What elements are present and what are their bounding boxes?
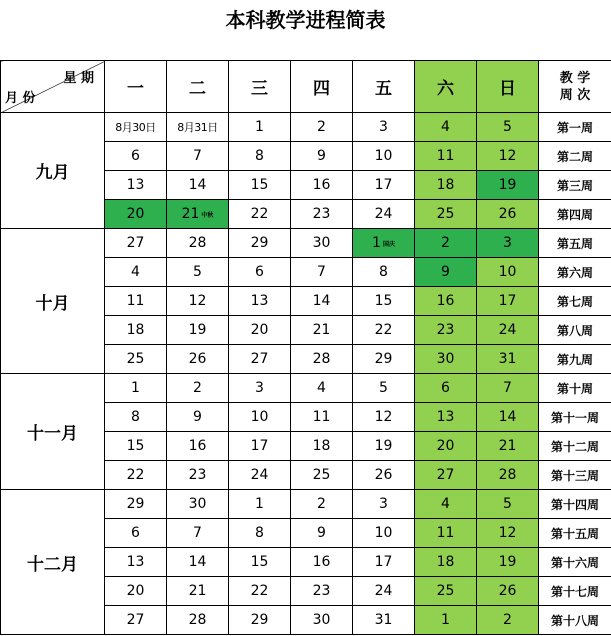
day-cell — [353, 461, 415, 490]
day-number: 8 — [131, 409, 140, 425]
day-number: 20 — [436, 438, 455, 454]
day-cell — [477, 432, 539, 461]
day-cell — [415, 229, 477, 258]
day-number: 5 — [503, 496, 512, 512]
week-number: 第七周 — [539, 287, 611, 316]
month-label: 十二月 — [1, 490, 105, 635]
day-number: 23 — [188, 467, 207, 483]
weekday-header: 日 — [477, 61, 539, 113]
day-cell — [229, 171, 291, 200]
weekday-header: 六 — [415, 61, 477, 113]
day-cell — [353, 287, 415, 316]
day-number: 26 — [188, 351, 207, 367]
day-cell — [353, 345, 415, 374]
day-cell — [477, 577, 539, 606]
day-cell — [291, 577, 353, 606]
day-number: 1 — [131, 380, 140, 396]
day-number: 20 — [250, 322, 269, 338]
week-number: 第五周 — [539, 229, 611, 258]
day-number: 27 — [250, 351, 269, 367]
day-cell — [105, 345, 167, 374]
day-number: 21 — [312, 322, 331, 338]
day-number: 18 — [436, 177, 455, 193]
day-cell — [353, 577, 415, 606]
day-number: 1 — [441, 612, 450, 628]
day-number: 10 — [498, 264, 517, 280]
week-number: 第二周 — [539, 142, 611, 171]
day-cell — [415, 142, 477, 171]
day-number: 3 — [255, 380, 264, 396]
day-number: 24 — [374, 206, 393, 222]
week-number: 第十六周 — [539, 548, 611, 577]
day-number: 26 — [374, 467, 393, 483]
day-cell — [291, 548, 353, 577]
day-number: 30 — [436, 351, 455, 367]
day-cell — [105, 519, 167, 548]
day-cell — [353, 200, 415, 229]
page-title: 本科教学进程简表 — [225, 8, 386, 32]
week-number: 第十八周 — [539, 606, 611, 635]
day-cell — [105, 316, 167, 345]
day-cell — [477, 490, 539, 519]
day-cell — [291, 287, 353, 316]
day-cell — [477, 287, 539, 316]
day-cell — [167, 171, 229, 200]
day-number: 5 — [379, 380, 388, 396]
weekday-header: 五 — [353, 61, 415, 113]
day-number: 24 — [374, 583, 393, 599]
day-cell — [229, 200, 291, 229]
day-cell — [167, 200, 229, 229]
day-cell — [167, 403, 229, 432]
day-number: 4 — [441, 119, 450, 135]
day-cell — [477, 345, 539, 374]
day-cell — [105, 229, 167, 258]
day-cell — [167, 345, 229, 374]
day-number: 14 — [312, 293, 331, 309]
day-cell — [105, 577, 167, 606]
day-cell — [415, 113, 477, 142]
day-number: 27 — [126, 235, 145, 251]
weekday-header: 二 — [167, 61, 229, 113]
day-cell — [477, 142, 539, 171]
day-cell — [291, 200, 353, 229]
day-number: 13 — [436, 409, 455, 425]
day-cell — [477, 171, 539, 200]
day-number: 16 — [188, 438, 207, 454]
week-number: 第十三周 — [539, 461, 611, 490]
day-number: 30 — [312, 612, 331, 628]
day-cell — [229, 374, 291, 403]
day-cell — [105, 461, 167, 490]
day-number: 10 — [374, 148, 393, 164]
day-number: 25 — [126, 351, 145, 367]
week-number-header-line: 周 次 — [559, 87, 591, 103]
day-cell — [291, 432, 353, 461]
day-cell — [415, 374, 477, 403]
day-number: 11 — [436, 148, 455, 164]
day-number: 9 — [193, 409, 202, 425]
week-number: 第八周 — [539, 316, 611, 345]
day-number: 20 — [126, 583, 145, 599]
day-number: 29 — [374, 351, 393, 367]
day-cell — [291, 258, 353, 287]
day-number: 16 — [312, 554, 331, 570]
day-number: 17 — [498, 293, 517, 309]
week-number: 第四周 — [539, 200, 611, 229]
day-number: 12 — [188, 293, 207, 309]
day-number: 19 — [498, 177, 517, 193]
day-number: 4 — [131, 264, 140, 280]
day-cell — [167, 548, 229, 577]
day-number: 8 — [255, 148, 264, 164]
day-cell — [105, 548, 167, 577]
header-corner — [1, 61, 105, 113]
day-number: 4 — [317, 380, 326, 396]
day-cell — [415, 490, 477, 519]
day-cell — [415, 577, 477, 606]
weekday-header: 一 — [105, 61, 167, 113]
day-cell — [291, 113, 353, 142]
day-number: 28 — [312, 351, 331, 367]
day-number: 21 — [188, 583, 207, 599]
day-cell — [229, 548, 291, 577]
day-number: 14 — [498, 409, 517, 425]
day-cell — [477, 519, 539, 548]
day-cell — [353, 432, 415, 461]
day-number: 14 — [188, 554, 207, 570]
day-number: 17 — [374, 177, 393, 193]
day-number: 1 — [255, 496, 264, 512]
day-number: 1 — [255, 119, 264, 135]
week-number: 第十五周 — [539, 519, 611, 548]
day-cell — [353, 403, 415, 432]
day-number: 24 — [250, 467, 269, 483]
day-cell — [477, 606, 539, 635]
day-cell — [477, 229, 539, 258]
day-number: 2 — [317, 496, 326, 512]
day-number: 31 — [374, 612, 393, 628]
week-number: 第十四周 — [539, 490, 611, 519]
day-cell — [477, 113, 539, 142]
day-number: 26 — [498, 206, 517, 222]
day-cell — [353, 229, 415, 258]
day-number: 18 — [312, 438, 331, 454]
day-cell — [229, 113, 291, 142]
day-number: 6 — [131, 148, 140, 164]
day-number: 3 — [503, 235, 512, 251]
month-axis-label: 月 份 — [5, 91, 36, 106]
month-label: 九月 — [1, 113, 105, 229]
day-cell — [105, 258, 167, 287]
day-cell — [167, 519, 229, 548]
day-cell — [415, 461, 477, 490]
day-number: 2 — [503, 612, 512, 628]
day-cell — [167, 577, 229, 606]
day-number: 27 — [126, 612, 145, 628]
day-number: 7 — [317, 264, 326, 280]
calendar-body — [1, 113, 611, 635]
day-number: 9 — [441, 264, 450, 280]
day-cell — [291, 345, 353, 374]
day-number: 23 — [312, 206, 331, 222]
day-cell — [477, 200, 539, 229]
day-cell — [167, 316, 229, 345]
day-number: 9 — [317, 148, 326, 164]
day-number: 12 — [498, 148, 517, 164]
day-cell — [229, 432, 291, 461]
day-cell — [415, 519, 477, 548]
day-number: 2 — [441, 235, 450, 251]
day-cell — [229, 142, 291, 171]
day-number: 21 — [498, 438, 517, 454]
day-number: 22 — [126, 467, 145, 483]
day-number: 25 — [436, 583, 455, 599]
day-cell — [167, 606, 229, 635]
day-number: 11 — [126, 293, 145, 309]
day-cell — [353, 548, 415, 577]
day-number: 2 — [317, 119, 326, 135]
day-cell — [477, 374, 539, 403]
day-cell — [415, 548, 477, 577]
day-cell — [291, 519, 353, 548]
day-cell — [291, 229, 353, 258]
day-cell — [167, 490, 229, 519]
day-cell — [229, 258, 291, 287]
day-cell — [291, 461, 353, 490]
day-number: 10 — [250, 409, 269, 425]
day-number: 9 — [317, 525, 326, 541]
day-number: 15 — [250, 554, 269, 570]
day-cell — [167, 432, 229, 461]
day-cell — [415, 345, 477, 374]
day-number: 12 — [498, 525, 517, 541]
day-number: 6 — [131, 525, 140, 541]
day-number: 29 — [250, 612, 269, 628]
day-number: 6 — [255, 264, 264, 280]
weekday-header: 三 — [229, 61, 291, 113]
day-number: 8 — [379, 264, 388, 280]
day-cell — [353, 374, 415, 403]
day-cell — [105, 490, 167, 519]
day-cell — [353, 316, 415, 345]
day-cell — [353, 142, 415, 171]
day-cell — [477, 403, 539, 432]
day-number: 28 — [498, 467, 517, 483]
day-number: 7 — [193, 148, 202, 164]
day-number: 3 — [379, 496, 388, 512]
day-cell — [105, 403, 167, 432]
day-number: 3 — [379, 119, 388, 135]
day-cell — [291, 316, 353, 345]
day-number: 1 — [372, 235, 381, 251]
month-label: 十一月 — [1, 374, 105, 490]
teaching-calendar-table — [0, 60, 611, 635]
day-number: 22 — [250, 206, 269, 222]
day-number: 14 — [188, 177, 207, 193]
day-number: 13 — [126, 554, 145, 570]
day-cell — [105, 432, 167, 461]
day-cell — [353, 490, 415, 519]
day-number: 21 — [181, 206, 200, 222]
week-number-header — [539, 61, 611, 113]
day-number: 5 — [503, 119, 512, 135]
day-cell — [229, 461, 291, 490]
day-cell — [291, 374, 353, 403]
day-number: 30 — [188, 496, 207, 512]
week-number: 第十七周 — [539, 577, 611, 606]
day-number: 5 — [193, 264, 202, 280]
day-number: 2 — [193, 380, 202, 396]
day-cell — [105, 171, 167, 200]
day-cell — [415, 287, 477, 316]
day-cell — [477, 461, 539, 490]
day-cell — [353, 171, 415, 200]
day-number: 19 — [374, 438, 393, 454]
day-number: 19 — [188, 322, 207, 338]
day-cell — [229, 229, 291, 258]
day-number: 11 — [436, 525, 455, 541]
day-number: 13 — [250, 293, 269, 309]
day-cell — [415, 171, 477, 200]
week-number: 第六周 — [539, 258, 611, 287]
day-cell — [353, 113, 415, 142]
day-number: 22 — [374, 322, 393, 338]
day-number: 26 — [498, 583, 517, 599]
day-cell — [105, 113, 167, 142]
day-number: 31 — [498, 351, 517, 367]
weekday-axis-label: 星 期 — [63, 71, 94, 86]
day-cell — [415, 403, 477, 432]
day-number: 19 — [498, 554, 517, 570]
day-number: 25 — [312, 467, 331, 483]
day-number: 7 — [193, 525, 202, 541]
table-row — [1, 374, 611, 403]
month-label: 十月 — [1, 229, 105, 374]
day-cell — [167, 461, 229, 490]
day-number: 15 — [374, 293, 393, 309]
day-cell — [353, 606, 415, 635]
day-number: 18 — [436, 554, 455, 570]
table-row — [1, 113, 611, 142]
day-cell — [415, 606, 477, 635]
day-cell — [105, 287, 167, 316]
day-cell — [229, 287, 291, 316]
day-cell — [415, 258, 477, 287]
day-number: 8月30日 — [115, 121, 156, 134]
week-number: 第十二周 — [539, 432, 611, 461]
day-cell — [105, 374, 167, 403]
day-number: 15 — [250, 177, 269, 193]
day-number: 13 — [126, 177, 145, 193]
day-number: 27 — [436, 467, 455, 483]
day-cell — [167, 113, 229, 142]
day-cell — [415, 316, 477, 345]
day-cell — [477, 258, 539, 287]
day-cell — [167, 142, 229, 171]
day-number: 18 — [126, 322, 145, 338]
week-number: 第九周 — [539, 345, 611, 374]
day-number: 29 — [126, 496, 145, 512]
day-cell — [291, 171, 353, 200]
day-cell — [167, 258, 229, 287]
day-number: 22 — [250, 583, 269, 599]
day-cell — [229, 577, 291, 606]
weekday-header: 四 — [291, 61, 353, 113]
day-cell — [229, 490, 291, 519]
day-cell — [167, 374, 229, 403]
day-cell — [105, 142, 167, 171]
day-cell — [477, 316, 539, 345]
week-number: 第十一周 — [539, 403, 611, 432]
day-cell — [229, 606, 291, 635]
day-cell — [229, 345, 291, 374]
day-number: 28 — [188, 235, 207, 251]
day-number: 23 — [436, 322, 455, 338]
day-number: 25 — [436, 206, 455, 222]
day-cell — [415, 432, 477, 461]
week-number: 第一周 — [539, 113, 611, 142]
day-number: 8 — [255, 525, 264, 541]
day-number: 17 — [250, 438, 269, 454]
day-cell — [291, 606, 353, 635]
day-number: 17 — [374, 554, 393, 570]
day-cell — [229, 519, 291, 548]
day-cell — [353, 258, 415, 287]
day-number: 15 — [126, 438, 145, 454]
header-row — [1, 61, 611, 113]
day-cell — [291, 490, 353, 519]
day-cell — [291, 142, 353, 171]
day-number: 20 — [126, 206, 145, 222]
table-row — [1, 490, 611, 519]
day-number: 16 — [312, 177, 331, 193]
day-cell — [105, 200, 167, 229]
day-cell — [105, 606, 167, 635]
day-cell — [167, 229, 229, 258]
day-number: 8月31日 — [177, 121, 218, 134]
day-number: 7 — [503, 380, 512, 396]
day-number: 16 — [436, 293, 455, 309]
day-cell — [291, 403, 353, 432]
holiday-note: 中秋 — [201, 211, 214, 219]
day-cell — [477, 548, 539, 577]
day-cell — [229, 316, 291, 345]
week-number: 第三周 — [539, 171, 611, 200]
table-row — [1, 229, 611, 258]
day-cell — [415, 200, 477, 229]
holiday-note: 国庆 — [382, 240, 395, 248]
day-number: 23 — [312, 583, 331, 599]
day-number: 28 — [188, 612, 207, 628]
week-number: 第十周 — [539, 374, 611, 403]
day-number: 30 — [312, 235, 331, 251]
day-number: 12 — [374, 409, 393, 425]
day-cell — [229, 403, 291, 432]
day-number: 10 — [374, 525, 393, 541]
day-number: 4 — [441, 496, 450, 512]
day-cell — [353, 519, 415, 548]
day-number: 29 — [250, 235, 269, 251]
day-number: 24 — [498, 322, 517, 338]
day-number: 11 — [312, 409, 331, 425]
day-number: 6 — [441, 380, 450, 396]
week-number-header-line: 教 学 — [559, 70, 591, 86]
day-cell — [167, 287, 229, 316]
